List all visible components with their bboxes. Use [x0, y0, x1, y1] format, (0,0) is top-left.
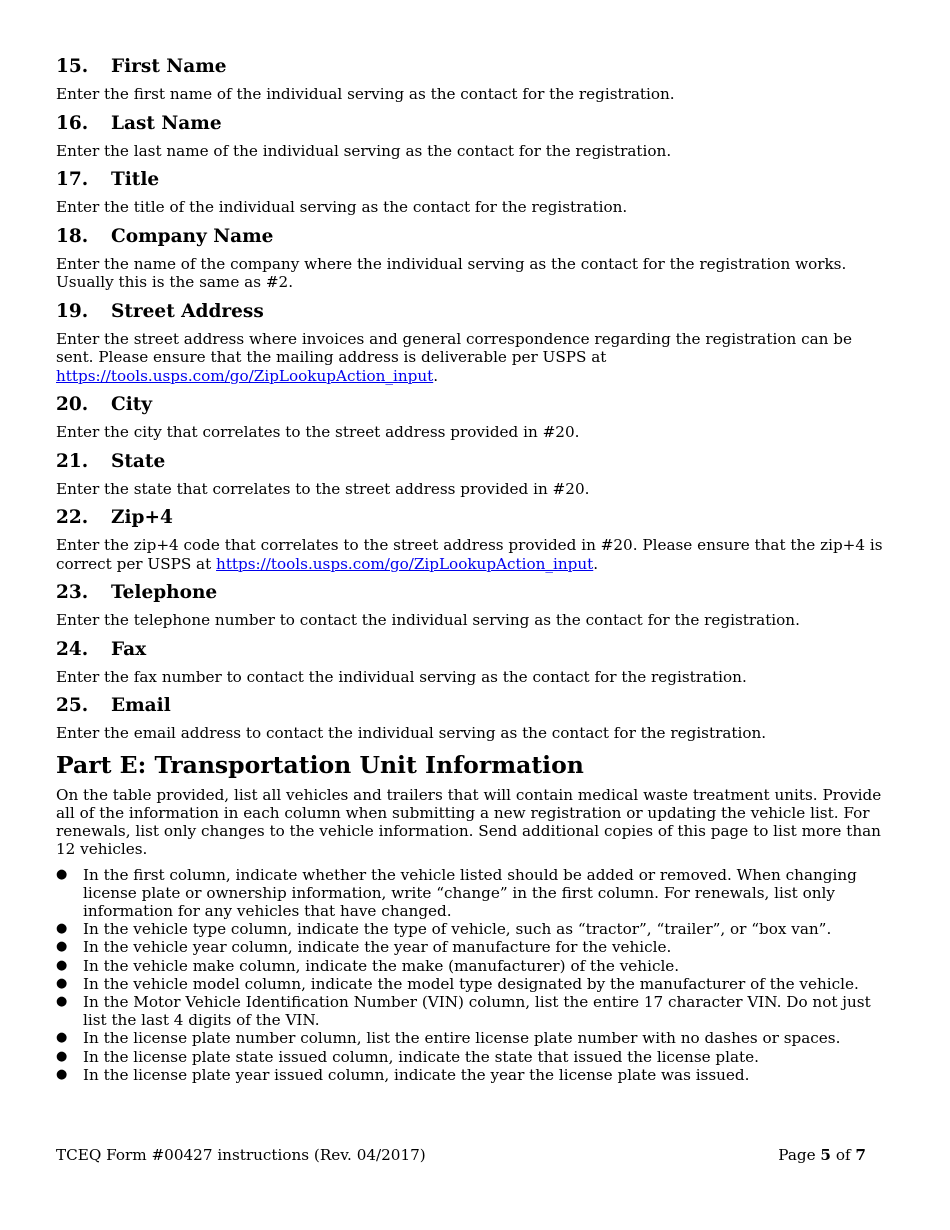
list-item: ● In the vehicle year column, indicate the year of manufacture for the vehicle. [56, 938, 672, 957]
document-page [56, 54, 892, 1084]
section-text: Enter the city that correlates to the street address provided in #20. [56, 423, 580, 441]
list-item: ● In the vehicle type column, indicate the type of vehicle, such as “tractor”, “trailer”, or “box van”. [56, 920, 832, 939]
section-text: Enter the zip+4 code that correlates to the street address provided in #20. Please ensure that the zip+4 is correct per USPS at https://tools.usps.com/go/ZipLookupAction_input. [56, 536, 883, 573]
section-text: Enter the title of the individual serving as the contact for the registration. [56, 198, 628, 216]
list-item: ● In the vehicle make column, indicate the make (manufacturer) of the vehicle. [56, 956, 680, 975]
bullet-icon: ● [56, 1066, 68, 1082]
list-item: ● In the license plate number column, list the entire license plate number with no dashes or spaces. [56, 1029, 841, 1048]
bullet-icon: ● [56, 866, 68, 882]
part-e-heading: Part E: Transportation Unit Information [56, 750, 584, 779]
bullet-icon: ● [56, 939, 68, 955]
section-19 [56, 299, 892, 386]
list-item: ● In the license plate year issued column, indicate the year the license plate was issued. [56, 1065, 750, 1084]
bullet-icon: ● [56, 957, 68, 973]
usps-zip-lookup-link[interactable]: https://tools.usps.com/go/ZipLookupAction_input [216, 554, 594, 573]
section-17 [56, 167, 892, 217]
page-number: Page 5 of 7 [778, 1146, 866, 1164]
section-heading: 22. Zip+4 [56, 507, 173, 528]
section-18 [56, 224, 892, 292]
section-16 [56, 111, 892, 161]
section-24 [56, 637, 892, 687]
list-item: ● In the vehicle model column, indicate the model type designated by the manufacturer of the vehicle. [56, 974, 859, 993]
section-text: Enter the last name of the individual serving as the contact for the registration. [56, 141, 672, 160]
list-item: ● In the license plate state issued column, indicate the state that issued the license plate. [56, 1047, 759, 1066]
page-footer [56, 1145, 866, 1165]
section-text: Enter the fax number to contact the individual serving as the contact for the registration. [56, 667, 747, 686]
section-text: Enter the name of the company where the individual serving as the contact for the registration works. Usually this is the same as #2. [56, 254, 847, 291]
section-text: Enter the first name of the individual serving as the contact for the registration. [56, 85, 675, 103]
section-heading: 19. Street Address [56, 300, 264, 322]
form-label: TCEQ Form #00427 instructions (Rev. 04/2017) [56, 1146, 426, 1164]
bullet-icon: ● [56, 975, 68, 991]
bullet-icon: ● [56, 1048, 68, 1064]
section-text: Enter the telephone number to contact the individual serving as the contact for the registration. [56, 611, 800, 629]
section-20 [56, 392, 892, 442]
section-heading: 21. State [56, 450, 166, 472]
section-heading: 18. Company Name [56, 225, 274, 247]
section-heading: 15. First Name [56, 56, 227, 77]
usps-zip-lookup-link[interactable]: https://tools.usps.com/go/ZipLookupAction_input [56, 366, 434, 385]
list-item: ● In the Motor Vehicle Identification Number (VIN) column, list the entire 17 character VIN. Do not just list the last 4 digits of the VIN. [56, 992, 871, 1030]
list-item: ● In the first column, indicate whether the vehicle listed should be added or removed. When changing license plate or ownership information, write “change” in the first column. For renewals, list only information for any vehicles that have changed. [56, 865, 857, 920]
section-21 [56, 449, 892, 499]
section-22 [56, 505, 892, 573]
section-15 [56, 54, 892, 104]
bullet-icon: ● [56, 1030, 68, 1046]
section-heading: 24. Fax [56, 638, 147, 660]
bullet-icon: ● [56, 921, 68, 937]
section-23 [56, 580, 892, 630]
section-heading: 20. City [56, 394, 153, 415]
section-heading: 16. Last Name [56, 112, 222, 134]
section-heading: 23. Telephone [56, 582, 218, 603]
part-e-intro: On the table provided, list all vehicles and trailers that will contain medical waste treatment units. Provide all of the information in each column when submitting a new registration or updating the vehicle list. For renewals, list only changes to the vehicle information. Send additional copies of this page to list more than 12 vehicles. [56, 785, 882, 858]
section-25 [56, 693, 892, 743]
section-text: Enter the state that correlates to the street address provided in #20. [56, 479, 590, 498]
section-heading: 17. Title [56, 169, 160, 190]
bullet-icon: ● [56, 993, 68, 1009]
section-text: Enter the street address where invoices and general correspondence regarding the registration can be sent. Please ensure that the mailing address is deliverable per USPS at https://tools.usps.com/go/ZipLookupAction_input. [56, 329, 852, 385]
section-heading: 25. Email [56, 695, 171, 716]
instruction-list [56, 866, 892, 1084]
section-text: Enter the email address to contact the individual serving as the contact for the registration. [56, 724, 767, 742]
